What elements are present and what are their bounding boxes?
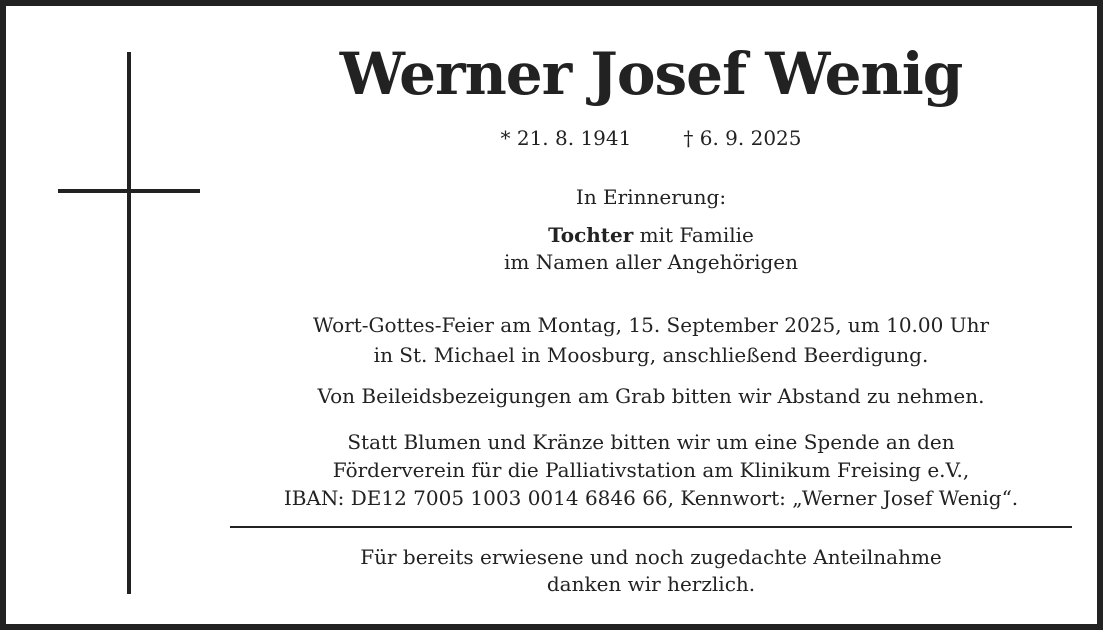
deceased-name: Werner Josef Wenig — [339, 40, 963, 108]
mourners-bold: Tochter — [548, 223, 634, 247]
thanks-line-1: Für bereits erwiesene und noch zugedachte Anteilnahme — [360, 545, 942, 569]
memory-heading: In Erinnerung: — [575, 185, 727, 209]
cross-vertical-bar — [127, 52, 131, 594]
death-date: † 6. 9. 2025 — [683, 126, 802, 150]
mourners-line-2: im Namen aller Angehörigen — [503, 250, 798, 274]
thanks-line-2: danken wir herzlich. — [546, 572, 756, 596]
mourners-line — [230, 222, 1072, 248]
service-line-1: Wort-Gottes-Feier am Montag, 15. September 2025, um 10.00 Uhr — [312, 313, 990, 337]
donation-line-3: IBAN: DE12 7005 1003 0014 6846 66, Kennwort: „Werner Josef Wenig“. — [283, 486, 1019, 510]
life-dates — [230, 124, 1072, 152]
cross-horizontal-bar — [58, 189, 200, 193]
mourners-rest: mit Familie — [633, 223, 754, 247]
donation-line-1: Statt Blumen und Kränze bitten wir um eine Spende an den — [347, 430, 955, 454]
service-line-2: in St. Michael in Moosburg, anschließend Beerdigung. — [373, 343, 929, 367]
divider-rule — [230, 526, 1072, 528]
birth-date: * 21. 8. 1941 — [500, 126, 632, 150]
donation-line-2: Förderverein für die Palliativstation am Klinikum Freising e.V., — [332, 458, 970, 482]
condolence-note: Von Beileidsbezeigungen am Grab bitten wir Abstand zu nehmen. — [317, 384, 985, 408]
